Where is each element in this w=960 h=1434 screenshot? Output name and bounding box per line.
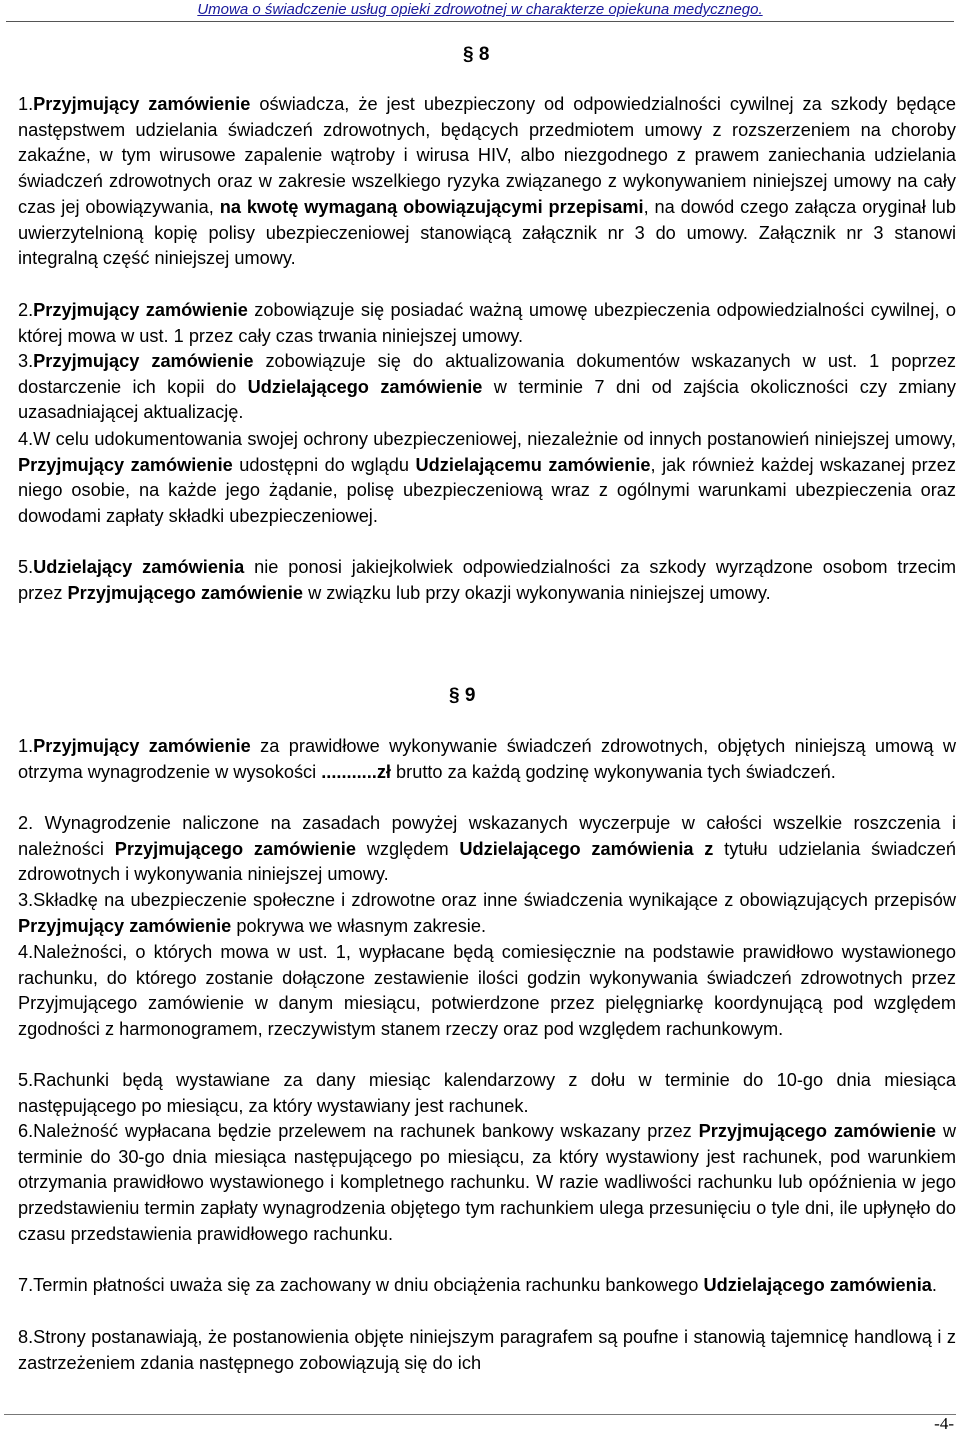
text-run: brutto za każdą godzinę wykonywania tych świadczeń.	[390, 761, 836, 782]
text-run: w terminie 7 dni od zajścia okoliczności czy zmiany uzasadniającej aktualizację.	[18, 376, 956, 423]
text-run: 3.	[18, 351, 34, 371]
bold-text-run: Przyjmującego zamówienie	[698, 1121, 936, 1141]
header-divider	[6, 21, 954, 22]
section-8-paragraph-5	[18, 555, 956, 606]
bold-text-run: Przyjmującego zamówienie	[67, 582, 304, 603]
text-run: 5.Rachunki będą wystawiane za dany miesiąc kalendarzowy z dołu w terminie do 10-go dnia miesiąca następującego po miesiącu, za który wystawiany jest rachunek.	[18, 1070, 956, 1116]
section-9-paragraph-7	[18, 1273, 956, 1299]
text-run: 7.Termin płatności uważa się za zachowany w dniu obciążenia rachunku bankowego	[18, 1275, 704, 1295]
section-9-paragraph-5	[18, 1068, 956, 1119]
text-run: tytułu udzielania świadczeń zdrowotnych i wykonywania niniejszej umowy.	[18, 838, 956, 885]
section-9-paragraph-1	[18, 734, 956, 785]
text-run: 4.W celu udokumentowania swojej ochrony ubezpieczeniowej, niezależnie od innych postanowień niniejszej umowy,	[18, 429, 956, 449]
text-run: udostępni do wglądu	[232, 454, 416, 475]
bold-text-run: Przyjmujący zamówienie	[33, 94, 251, 114]
text-run: , jak również każdej wskazanej przez niego osobie, na każde jego żądanie, polisę ubezpieczeniową wraz z ogólnymi warunkami ubezpieczenia oraz dowodami zapłaty składki ubezpieczeniowej.	[18, 454, 956, 527]
bold-text-run: Udzielającemu zamówienie	[415, 454, 651, 475]
text-run: .	[931, 1275, 937, 1295]
bold-text-run: Udzielającego zamówienia z	[459, 838, 714, 859]
bold-text-run: na kwotę wymaganą obowiązującymi przepisami	[219, 196, 644, 217]
section-8-paragraph-4	[18, 427, 956, 530]
bold-text-run: Przyjmujący zamówienie	[18, 915, 232, 936]
text-run: zobowiązuje się posiadać ważną umowę ubezpieczenia odpowiedzialności cywilnej, o której mowa w ust. 1 przez cały czas trwania niniejszej umowy.	[18, 300, 956, 346]
text-run: pokrywa we własnym zakresie.	[231, 915, 487, 936]
section-8-paragraph-3	[18, 349, 956, 426]
text-run: oświadcza, że jest ubezpieczony od odpowiedzialności cywilnej za szkody będące następstwem udzielania świadczeń zdrowotnych, będących przedmiotem umowy z rozszerzeniem na choroby zakaźne, w tym wirusowe zapalenie wątroby i wirusa HIV, albo niezgodnego z prawem zaniechania udzielania świadczeń zdrowotnych oraz w zakresie wszelkiego ryzyka związanego z wykonywaniem niniejszej umowy na cały czas jej obowiązywania,	[18, 94, 956, 217]
text-run: 5.	[18, 557, 34, 577]
text-run: 8.Strony postanawiają, że postanowienia objęte niniejszym paragrafem są poufne i stanowią tajemnicę handlową i z zastrzeżeniem zdania następnego zobowiązują się do ich	[18, 1327, 956, 1373]
bold-text-run: Udzielającego zamówienia	[703, 1275, 932, 1295]
bold-text-run: Przyjmujący zamówienie	[18, 454, 233, 475]
text-run: , na dowód czego załącza oryginał lub uwierzytelnioną kopię polisy ubezpieczeniowej stanowiącą załącznik nr 3 do umowy. Załącznik nr 3 stanowi integralną część niniejszej umowy.	[18, 196, 957, 269]
text-run: 2. Wynagrodzenie naliczone na zasadach powyżej wskazanych wyczerpuje w całości wszelkie roszczenia i należności	[18, 813, 956, 859]
bold-text-run: Przyjmujący zamówienie	[33, 351, 254, 371]
section-8-paragraph-1	[18, 92, 956, 272]
bold-text-run: Przyjmujący zamówienie	[33, 300, 248, 320]
text-run: w terminie do 30-go dnia miesiąca następującego po miesiącu, za który wystawiony jest rachunek, pod warunkiem otrzymania prawidłowo wystawionego i kompletnego rachunku. W razie wadliwości rachunku lub opóźnienia w jego przedstawieniu termin zapłaty wynagrodzenia objętego tym rachunkiem ulega przesunięciu o tyle dni, ile upłynęło do czasu przedstawienia prawidłowego rachunku.	[18, 1121, 956, 1244]
text-run: względem	[355, 838, 460, 859]
bold-text-run: Udzielający zamówienia	[33, 557, 245, 577]
text-run: 1.	[18, 736, 34, 756]
text-run: 3.Składkę na ubezpieczenie społeczne i zdrowotne oraz inne świadczenia wynikające z obowiązujących przepisów	[18, 890, 956, 910]
bold-text-run: ...........zł	[321, 761, 391, 782]
footer-divider	[4, 1414, 956, 1415]
text-run: za prawidłowe wykonywanie świadczeń zdrowotnych, objętych niniejszą umową w otrzyma wynagrodzenie w wysokości	[18, 736, 956, 782]
page-number: -4-	[934, 1414, 954, 1433]
section-9-paragraph-6	[18, 1119, 956, 1248]
section-8-title: § 8	[463, 44, 490, 65]
running-header: Umowa o świadczenie usług opieki zdrowotnej w charakterze opiekuna medycznego.	[197, 1, 763, 18]
section-8-paragraph-2	[18, 298, 956, 349]
text-run: nie ponosi jakiejkolwiek odpowiedzialności za szkody wyrządzone osobom trzecim przez	[18, 557, 956, 603]
text-run: 6.Należność wypłacana będzie przelewem na rachunek bankowy wskazany przez	[18, 1121, 699, 1141]
text-run: w związku lub przy okazji wykonywania niniejszej umowy.	[303, 582, 771, 603]
section-9-paragraph-8	[18, 1325, 956, 1376]
bold-text-run: Przyjmującego zamówienie	[114, 838, 356, 859]
text-run: 4.Należności, o których mowa w ust. 1, wypłacane będą comiesięcznie na podstawie prawidłowo wystawionego rachunku, do którego zostanie dołączone zestawienie ilości godzin wykonywania świadczeń zdrowotnych przez Przyjmującego zamówienie w danym miesiącu, potwierdzone przez pielęgniarkę koordynującą pod względem zgodności z harmonogramem, rzeczywistym stanem rzeczy oraz pod względem rachunkowym.	[18, 942, 956, 1040]
text-run: 1.	[18, 94, 34, 114]
section-9-paragraph-4	[18, 940, 956, 1043]
text-run: zobowiązuje się do aktualizowania dokumentów wskazanych w ust. 1 poprzez dostarczenie ich kopii do	[18, 351, 956, 397]
section-9-paragraph-3	[18, 888, 956, 939]
section-9-paragraph-2	[18, 811, 956, 888]
bold-text-run: Udzielającego zamówienie	[247, 376, 483, 397]
text-run: 2.	[18, 300, 34, 320]
section-9-title: § 9	[449, 685, 476, 706]
bold-text-run: Przyjmujący zamówienie	[33, 736, 251, 756]
